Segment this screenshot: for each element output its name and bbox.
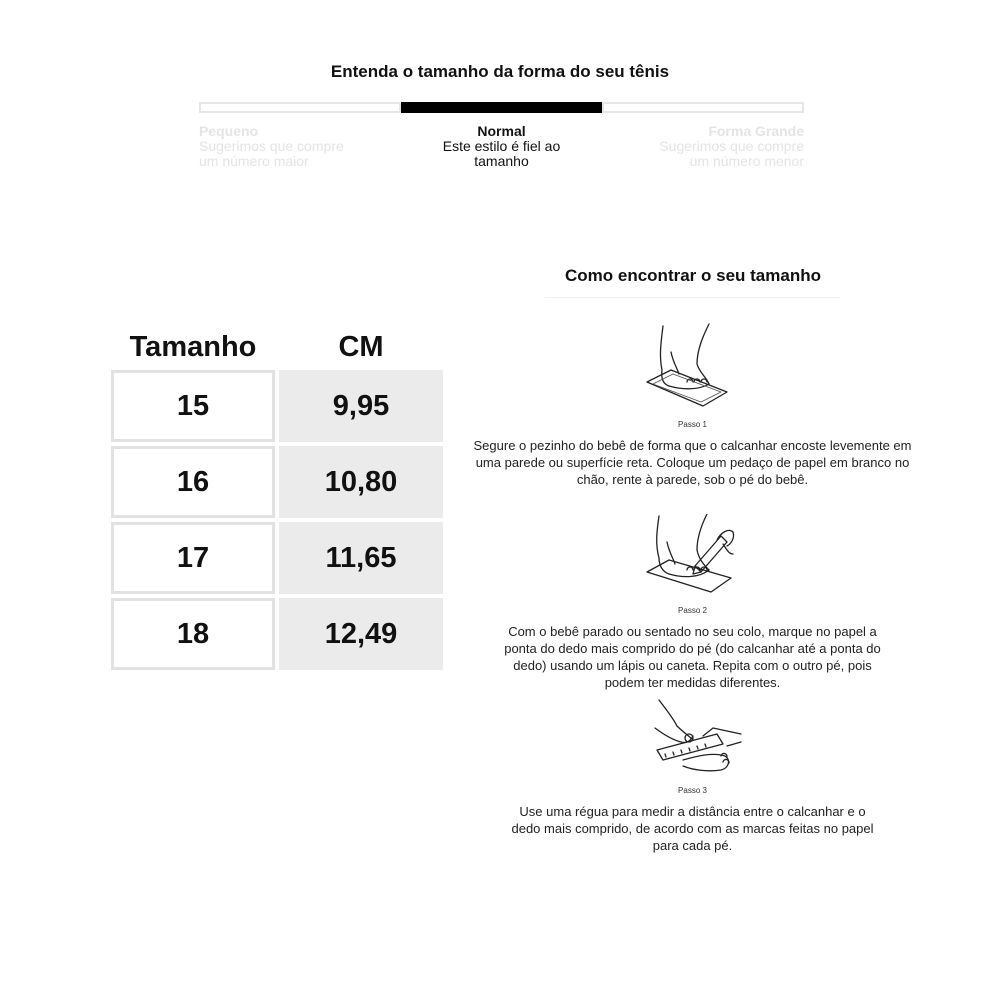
- size-cell: 15: [111, 370, 275, 442]
- fit-option-name: Forma Grande: [708, 123, 805, 139]
- ruler-measuring-foot-icon: [643, 698, 743, 784]
- cm-cell: 11,65: [279, 522, 443, 594]
- size-column-header: Tamanho: [129, 330, 257, 363]
- table-row: [111, 522, 443, 594]
- fit-segment-normal: [401, 102, 603, 113]
- fit-option-desc: Sugerimos que compre um número maior: [199, 138, 344, 169]
- fit-option-name: Normal: [477, 123, 526, 139]
- cm-cell: 10,80: [279, 446, 443, 518]
- step-label: Passo 2: [678, 606, 707, 615]
- fit-option-desc: Sugerimos que compre um número menor: [659, 138, 805, 169]
- size-cell: 16: [111, 446, 275, 518]
- fit-option-large: [602, 124, 804, 169]
- fit-labels: [199, 124, 804, 169]
- step-label: Passo 3: [678, 786, 707, 795]
- step-text: Segure o pezinho do bebê de forma que o calcanhar encoste levemente em uma parede ou superfície reta. Coloque um pedaço de papel em branco no chão, rente à parede, sob o pé do bebê.: [473, 438, 912, 487]
- table-row: [111, 370, 443, 442]
- fit-option-desc: Este estilo é fiel ao tamanho: [442, 138, 561, 169]
- fit-title: Entenda o tamanho da forma do seu tênis: [330, 62, 670, 81]
- step-1: [470, 322, 915, 488]
- fit-scale-bar: [199, 102, 804, 113]
- table-row: [111, 446, 443, 518]
- fit-option-small: [199, 124, 401, 169]
- pencil-marking-foot-icon: [643, 514, 743, 604]
- how-to-divider: [545, 297, 840, 298]
- cm-cell: 9,95: [279, 370, 443, 442]
- step-text: Com o bebê parado ou sentado no seu colo, marque no papel a ponta do dedo mais comprido do pé (do calcanhar até a ponta do dedo) usando um lápis ou caneta. Repita com o outro pé, pois podem ter medidas diferentes.: [504, 624, 881, 690]
- size-cell: 17: [111, 522, 275, 594]
- how-to-title: Como encontrar o seu tamanho: [565, 266, 821, 285]
- cm-column-header: CM: [338, 330, 384, 363]
- fit-option-normal: [401, 124, 603, 169]
- step-text: Use uma régua para medir a distância entre o calcanhar e o dedo mais comprido, de acordo com as marcas feitas no papel para cada pé.: [511, 804, 874, 853]
- foot-on-paper-icon: [643, 322, 743, 418]
- step-2: [470, 514, 915, 691]
- size-cell: 18: [111, 598, 275, 670]
- size-table: [107, 326, 447, 674]
- step-3: [470, 698, 915, 854]
- fit-option-name: Pequeno: [199, 123, 259, 139]
- fit-segment-large: [602, 102, 804, 113]
- fit-segment-small: [199, 102, 401, 113]
- cm-cell: 12,49: [279, 598, 443, 670]
- table-row: [111, 598, 443, 670]
- step-label: Passo 1: [678, 420, 707, 429]
